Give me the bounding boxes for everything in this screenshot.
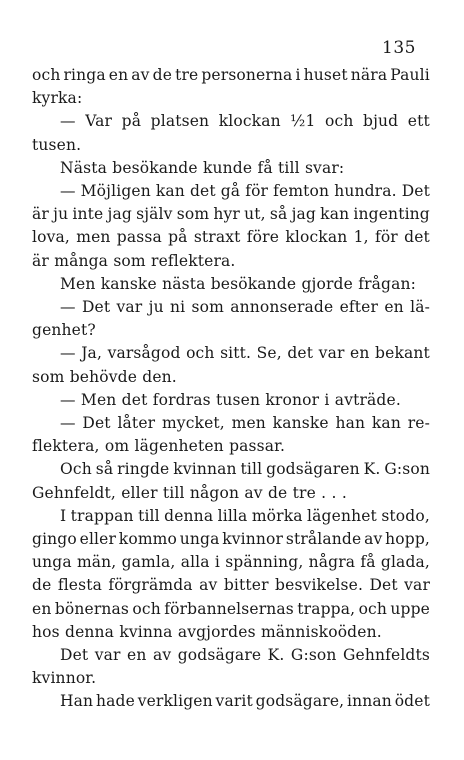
text-line: en bönernas och förbannelsernas trappa, och uppe <box>32 599 430 618</box>
text-line: kyrka: <box>32 89 83 108</box>
text-line: Nästa besökande kunde få till svar: <box>60 158 345 177</box>
text-line: Han hade verkligen varit godsägare, innan ödet <box>60 692 430 711</box>
text-line: som behövde den. <box>32 367 177 386</box>
text-line: Men kanske nästa besökande gjorde frågan: <box>60 274 416 293</box>
text-line: kvinnor. <box>32 669 97 688</box>
text-line: är ju inte jag själv som hyr ut, så jag kan ingenting <box>32 205 430 224</box>
text-line: — Ja, varsågod och sitt. Se, det var en bekant <box>60 344 430 363</box>
text-line: lova, men passa på straxt före klockan 1, för det <box>32 228 430 247</box>
page-number: 135 <box>382 38 416 58</box>
text-line: Det var en av godsägare K. G:son Gehnfeldts <box>60 646 430 665</box>
text-line: hos denna kvinna avgjordes människoöden. <box>32 622 382 641</box>
text-line: — Det var ju ni som annonserade efter en lä- <box>60 298 430 317</box>
text-line: — Men det fordras tusen kronor i avträde. <box>60 390 401 409</box>
text-line: — Möjligen kan det gå för femton hundra. Det <box>60 182 430 201</box>
text-line: och ringa en av de tre personerna i huset nära Pauli <box>32 66 430 84</box>
text-line: gingo eller kommo unga kvinnor strålande av hopp, <box>32 530 430 549</box>
body-text <box>32 64 430 714</box>
text-line: de flesta förgrämda av bitter besvikelse. Det var <box>32 576 430 595</box>
text-line: Gehnfeldt, eller till någon av de tre . . . <box>32 483 347 502</box>
text-line: är många som reflektera. <box>32 251 236 270</box>
text-line: — Var på platsen klockan ½1 och bjud ett <box>60 112 430 131</box>
text-line: tusen. <box>32 135 82 154</box>
text-line: — Det låter mycket, men kanske han kan re- <box>60 414 430 433</box>
text-line: I trappan till denna lilla mörka lägenhet stodo, <box>60 506 430 525</box>
text-line: flektera, om lägenheten passar. <box>32 437 286 456</box>
text-line: Och så ringde kvinnan till godsägaren K. G:son <box>60 460 430 479</box>
text-line: genhet? <box>32 321 96 340</box>
text-line: unga män, gamla, alla i spänning, några få glada, <box>32 553 430 572</box>
